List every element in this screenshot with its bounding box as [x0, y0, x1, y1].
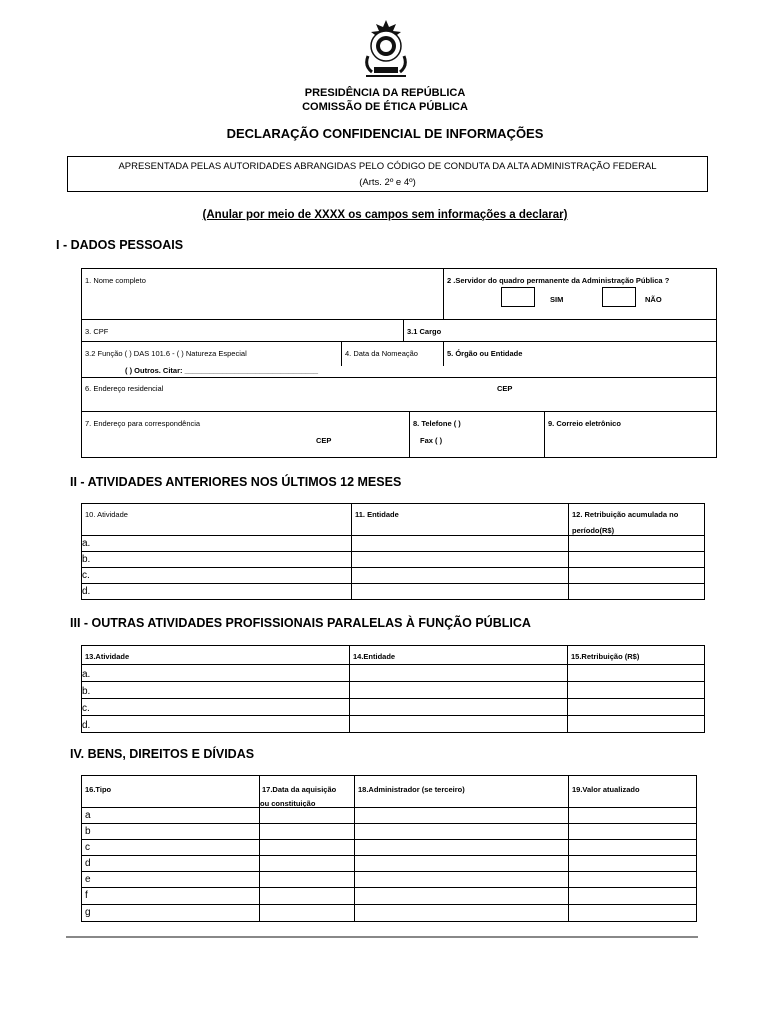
col-10-label: 10. Atividade: [85, 510, 128, 519]
scope-line-2: (Arts. 2º e 4º): [359, 177, 416, 188]
coat-of-arms-emblem: [358, 18, 414, 80]
field-31-label: 3.1 Cargo: [407, 327, 442, 336]
row-letter: a.: [82, 669, 91, 680]
assets-table: [81, 775, 697, 922]
row-letter: d: [85, 858, 91, 869]
field-7-label: 7. Endereço para correspondência: [85, 419, 201, 428]
col-18-label: 18.Administrador (se terceiro): [358, 785, 465, 794]
instruction-text: (Anular por meio de XXXX os campos sem informações a declarar): [202, 209, 568, 221]
section-1-title: I - DADOS PESSOAIS: [56, 238, 184, 252]
row-letter: c: [85, 842, 90, 853]
cep2-label: CEP: [316, 436, 332, 445]
col-13-label: 13.Atividade: [85, 652, 130, 661]
field-4-label: 4. Data da Nomeação: [345, 349, 418, 358]
row-letter: d.: [82, 586, 91, 597]
row-letter: b.: [82, 686, 91, 697]
row-letter: e: [85, 874, 91, 885]
field-2-label: 2 .Servidor do quadro permanente da Administração Pública ?: [447, 276, 670, 285]
field-8-label: 8. Telefone ( ): [413, 419, 461, 428]
field-32-other: ( ) Outros. Citar: ________________________________: [125, 366, 319, 375]
row-letter: c.: [82, 570, 90, 581]
fax-label: Fax ( ): [420, 436, 443, 445]
footer-divider: [66, 936, 698, 938]
row-letter: a.: [82, 538, 91, 549]
field-5-label: 5. Órgão ou Entidade: [447, 349, 523, 358]
col-17-label-b: ou constituição: [260, 799, 316, 808]
row-letter: d.: [82, 720, 91, 731]
row-letter: a: [85, 810, 91, 821]
row-letter: b.: [82, 554, 91, 565]
col-16-label: 16.Tipo: [85, 785, 112, 794]
section-2-title: II - ATIVIDADES ANTERIORES NOS ÚLTIMOS 12 MESES: [70, 475, 402, 489]
col-17-label-a: 17.Data da aquisição: [262, 785, 337, 794]
org-line-2: COMISSÃO DE ÉTICA PÚBLICA: [302, 101, 468, 113]
col-12-label-a: 12. Retribuição acumulada no: [572, 510, 679, 519]
section-3-title: III - OUTRAS ATIVIDADES PROFISSIONAIS PARALELAS À FUNÇÃO PÚBLICA: [70, 616, 531, 630]
row-letter: b: [85, 826, 91, 837]
nao-label: NÃO: [645, 295, 662, 304]
col-11-label: 11. Entidade: [355, 510, 399, 519]
row-letter: c.: [82, 703, 90, 714]
field-3-label: 3. CPF: [85, 327, 109, 336]
field-9-label: 9. Correio eletrônico: [548, 419, 621, 428]
sim-label: SIM: [550, 295, 564, 304]
scope-line-1: APRESENTADA PELAS AUTORIDADES ABRANGIDAS PELO CÓDIGO DE CONDUTA DA ALTA ADMINISTRAÇÃO FEDERAL: [118, 161, 657, 172]
row-letter: f: [85, 890, 88, 901]
nao-checkbox[interactable]: [602, 287, 636, 307]
org-line-1: PRESIDÊNCIA DA REPÚBLICA: [304, 87, 466, 99]
field-1-label: 1. Nome completo: [85, 276, 146, 285]
cep-label: CEP: [497, 384, 513, 393]
col-19-label: 19.Valor atualizado: [572, 785, 640, 794]
col-12-label-b: período(R$): [572, 526, 615, 535]
field-32-label: 3.2 Função ( ) DAS 101.6 - ( ) Natureza Especial: [85, 349, 247, 358]
full-name-field[interactable]: [83, 287, 441, 317]
field-6-label: 6. Endereço residencial: [85, 384, 164, 393]
document-title: DECLARAÇÃO CONFIDENCIAL DE INFORMAÇÕES: [226, 126, 544, 141]
sim-checkbox[interactable]: [501, 287, 535, 307]
row-letter: g: [85, 907, 91, 918]
col-14-label: 14.Entidade: [353, 652, 396, 661]
col-15-label: 15.Retribuição (R$): [571, 652, 640, 661]
section-4-title: IV. BENS, DIREITOS E DÍVIDAS: [70, 747, 255, 761]
